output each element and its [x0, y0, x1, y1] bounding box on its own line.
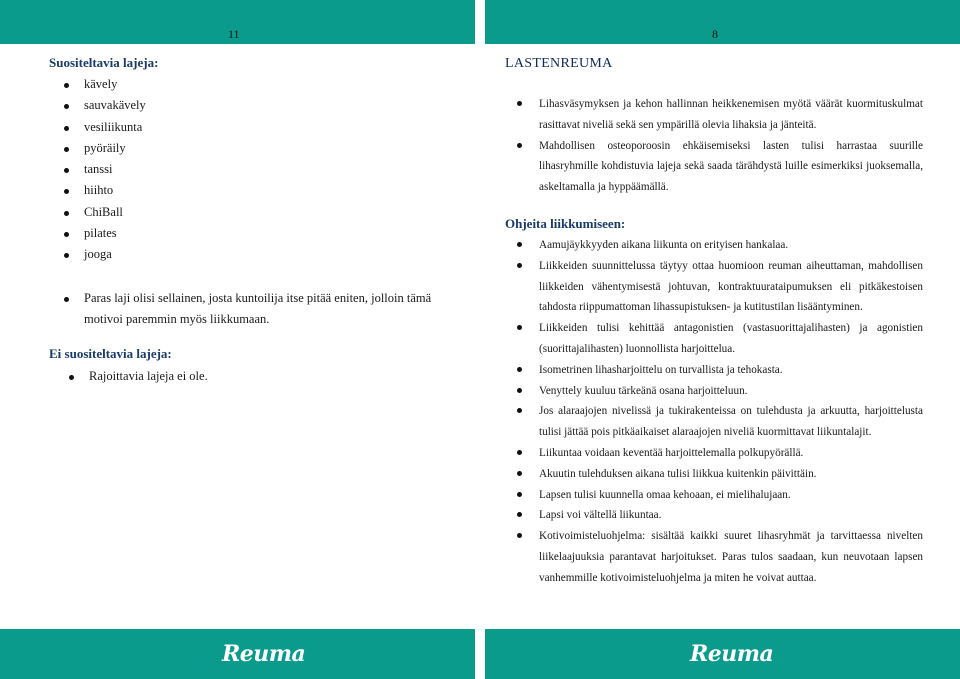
list-item: Jos alaraajojen nivelissä ja tukirakenteissa on tulehdusta ja arkuutta, harjoittelusta tulisi jättää pois pitkäaikaiset alaraajojen niveliä kuormittavat liikuntalajit.	[505, 401, 923, 443]
list-item: pilates	[50, 223, 450, 244]
list-item: pyöräily	[50, 138, 450, 159]
list-item: Liikuntaa voidaan keventää harjoittelemalla polkupyörällä.	[505, 443, 923, 464]
list-item: tanssi	[50, 159, 450, 180]
list-item: Lihasväsymyksen ja kehon hallinnan heikkenemisen myötä väärät kuormituskulmat rasittavat niveliä sekä sen ympärillä olevia lihaksia ja jänteitä.	[505, 94, 923, 136]
list-item: kävely	[50, 74, 450, 95]
bullet-icon	[64, 232, 69, 237]
bullet-icon	[517, 263, 522, 268]
bullet-icon	[517, 471, 522, 476]
bullet-icon	[517, 242, 522, 247]
best-sport-note: Paras laji olisi sellainen, josta kuntoilija itse pitää eniten, jolloin tämä motivoi paremmin myös liikkumaan.	[84, 291, 432, 326]
bullet-icon	[517, 388, 522, 393]
right-header-bar	[485, 0, 960, 44]
bullet-icon	[64, 253, 69, 258]
intro-list	[505, 94, 923, 198]
bullet-icon	[517, 143, 522, 148]
guide-heading: Ohjeita liikkumiseen:	[505, 216, 626, 231]
bullet-icon	[517, 325, 522, 330]
bullet-icon	[517, 512, 522, 517]
list-item: Akuutin tulehduksen aikana tulisi liikkua kuitenkin päivittäin.	[505, 464, 923, 485]
list-item: Aamujäykkyyden aikana liikunta on erityisen hankalaa.	[505, 235, 923, 256]
list-item: ChiBall	[50, 202, 450, 223]
list-item: sauvakävely	[50, 95, 450, 116]
list-item: Liikkeiden tulisi kehittää antagonistien (vastasuorittajalihasten) ja agonistien (suorittajalihasten) luonnollista harjoittelua.	[505, 318, 923, 360]
list-item: jooga	[50, 244, 450, 265]
bullet-icon	[69, 375, 74, 380]
bullet-icon	[64, 147, 69, 152]
recommended-heading: Suositeltavia lajeja:	[49, 55, 159, 70]
bullet-icon	[64, 297, 69, 302]
bullet-icon	[64, 189, 69, 194]
list-item: Kotivoimisteluohjelma: sisältää kaikki suuret lihasryhmät ja tarvittaessa nivelten liikelaajuuksia parantavat harjoitukset. Paras tulos saadaan, kun neuvotaan lapsen vanhemmille kotivoimisteluohjelma ja miten he voivat auttaa.	[505, 526, 923, 588]
list-item: Venyttely kuuluu tärkeänä osana harjoitteluun.	[505, 381, 923, 402]
list-item: Lapsi voi vältellä liikuntaa.	[505, 505, 923, 526]
page-title: LASTENREUMA	[505, 56, 613, 71]
bullet-icon	[517, 492, 522, 497]
bullet-icon	[64, 126, 69, 131]
bullet-icon	[517, 533, 522, 538]
list-item	[50, 288, 470, 330]
left-reuma-logo: Reuma	[222, 641, 306, 667]
best-sport-note-list	[50, 288, 470, 330]
bullet-icon	[517, 101, 522, 106]
bullet-icon	[64, 83, 69, 88]
bullet-icon	[64, 211, 69, 216]
list-item: hiihto	[50, 180, 450, 201]
bullet-icon	[517, 408, 522, 413]
not-recommended-list	[55, 366, 455, 387]
list-item: vesiliikunta	[50, 117, 450, 138]
right-reuma-logo: Reuma	[690, 641, 774, 667]
bullet-icon	[517, 450, 522, 455]
list-item: Lapsen tulisi kuunnella omaa kehoaan, ei mielihalujaan.	[505, 485, 923, 506]
not-recommended-heading: Ei suositeltavia lajeja:	[49, 346, 172, 361]
list-item: Rajoittavia lajeja ei ole.	[55, 366, 455, 387]
recommended-sports-list	[50, 74, 450, 266]
bullet-icon	[64, 168, 69, 173]
bullet-icon	[64, 104, 69, 109]
bullet-icon	[517, 367, 522, 372]
list-item: Mahdollisen osteoporoosin ehkäisemiseksi lasten tulisi harrastaa suurille lihasryhmille kohdistuvia lajeja sekä saada tärähdystä luille esimerkiksi juoksemalla, askeltamalla ja hyppäämällä.	[505, 136, 923, 198]
left-page-number: 11	[228, 27, 240, 41]
guide-list	[505, 235, 923, 589]
list-item: Isometrinen lihasharjoittelu on turvallista ja tehokasta.	[505, 360, 923, 381]
right-page-number: 8	[712, 27, 718, 41]
list-item: Liikkeiden suunnittelussa täytyy ottaa huomioon reuman aiheuttaman, mahdollisen liikkeiden vähentymisestä johtuvan, kontraktuurataipumuksen eli pitkäkestoisen tahdosta riippumattoman lihassupistuksen- ja kutitustilan lisääntyminen.	[505, 256, 923, 318]
